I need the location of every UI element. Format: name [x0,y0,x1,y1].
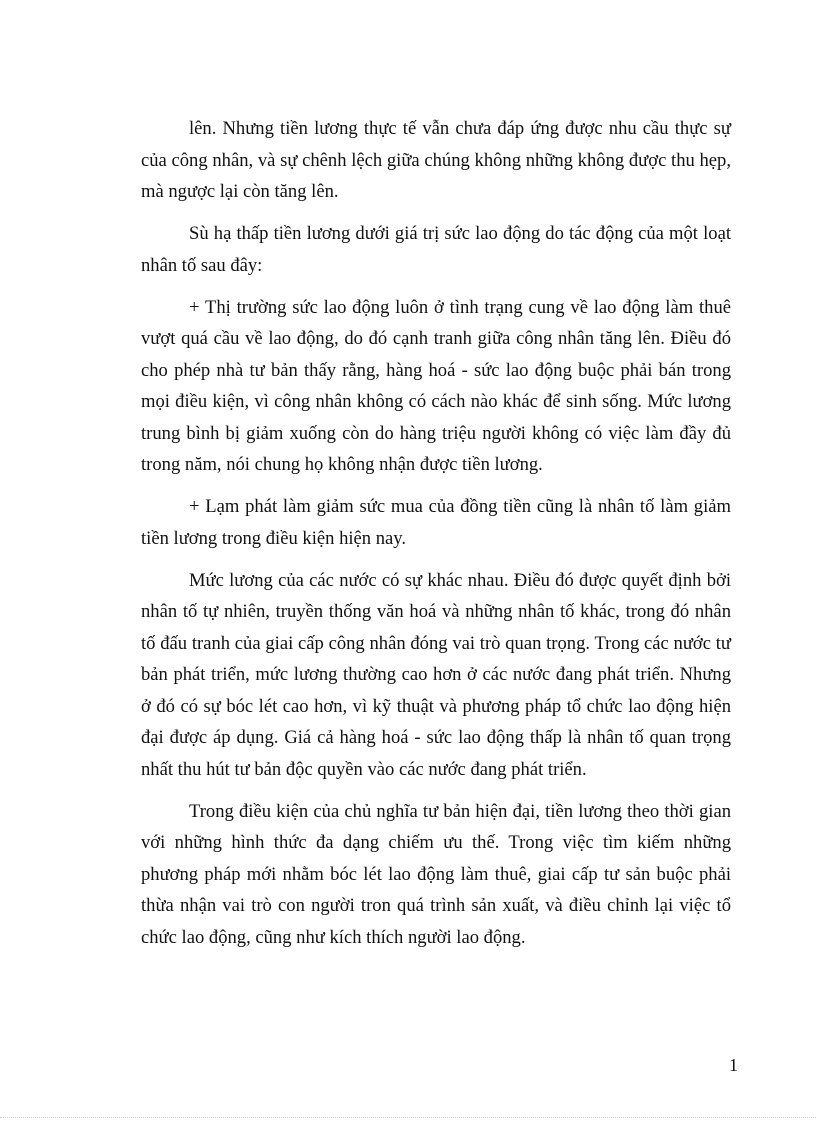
page-bottom-divider [0,1117,816,1118]
paragraph-6: Trong điều kiện của chủ nghĩa tư bản hiện đại, tiền lương theo thời gian với những hình thức đa dạng chiếm ưu thế. Trong việc tìm kiếm những phương pháp mới nhằm bóc lét lao động làm thuê, giai cấp tư sản buộc phải thừa nhận vai trò con người tron quá trình sản xuất, và điều chỉnh lại việc tổ chức lao động, cũng như kích thích người lao động. [141,800,731,948]
document-body [141,113,731,964]
page-number: 1 [729,1055,738,1075]
paragraph-2: Sù hạ thấp tiền lương dưới giá trị sức lao động do tác động của một loạt nhân tố sau đây: [141,223,731,276]
paragraph-1: lên. Nhưng tiền lương thực tế vẫn chưa đáp ứng được nhu cầu thực sự của công nhân, và sự chênh lệch giữa chúng không những không được thu hẹp, mà ngược lại còn tăng lên. [141,118,731,202]
paragraph-3: + Thị trường sức lao động luôn ở tình trạng cung về lao động làm thuê vượt quá cầu về lao động, do đó cạnh tranh giữa công nhân tăng lên. Điều đó cho phép nhà tư bản thấy rằng, hàng hoá - sức lao động buộc phải bán trong mọi điều kiện, vì công nhân không có cách nào khác để sinh sống. Mức lương trung bình bị giảm xuống còn do hàng triệu người không có việc làm đầy đủ trong năm, nói chung họ không nhận được tiền lương. [141,296,731,475]
paragraph-5: Mức lương của các nước có sự khác nhau. Điều đó được quyết định bởi nhân tố tự nhiên, truyền thống văn hoá và những nhân tố khác, trong đó nhân tố đấu tranh của giai cấp công nhân đóng vai trò quan trọng. Trong các nước tư bản phát triển, mức lương thường cao hơn ở các nước đang phát triển. Nhưng ở đó có sự bóc lét cao hơn, vì kỹ thuật và phương pháp tổ chức lao động hiện đại được áp dụng. Giá cả hàng hoá - sức lao động thấp là nhân tố quan trọng nhất thu hút tư bản độc quyền vào các nước đang phát triển. [141,569,731,780]
paragraph-4: + Lạm phát làm giảm sức mua của đồng tiền cũng là nhân tố làm giảm tiền lương trong điều kiện hiện nay. [141,496,731,549]
